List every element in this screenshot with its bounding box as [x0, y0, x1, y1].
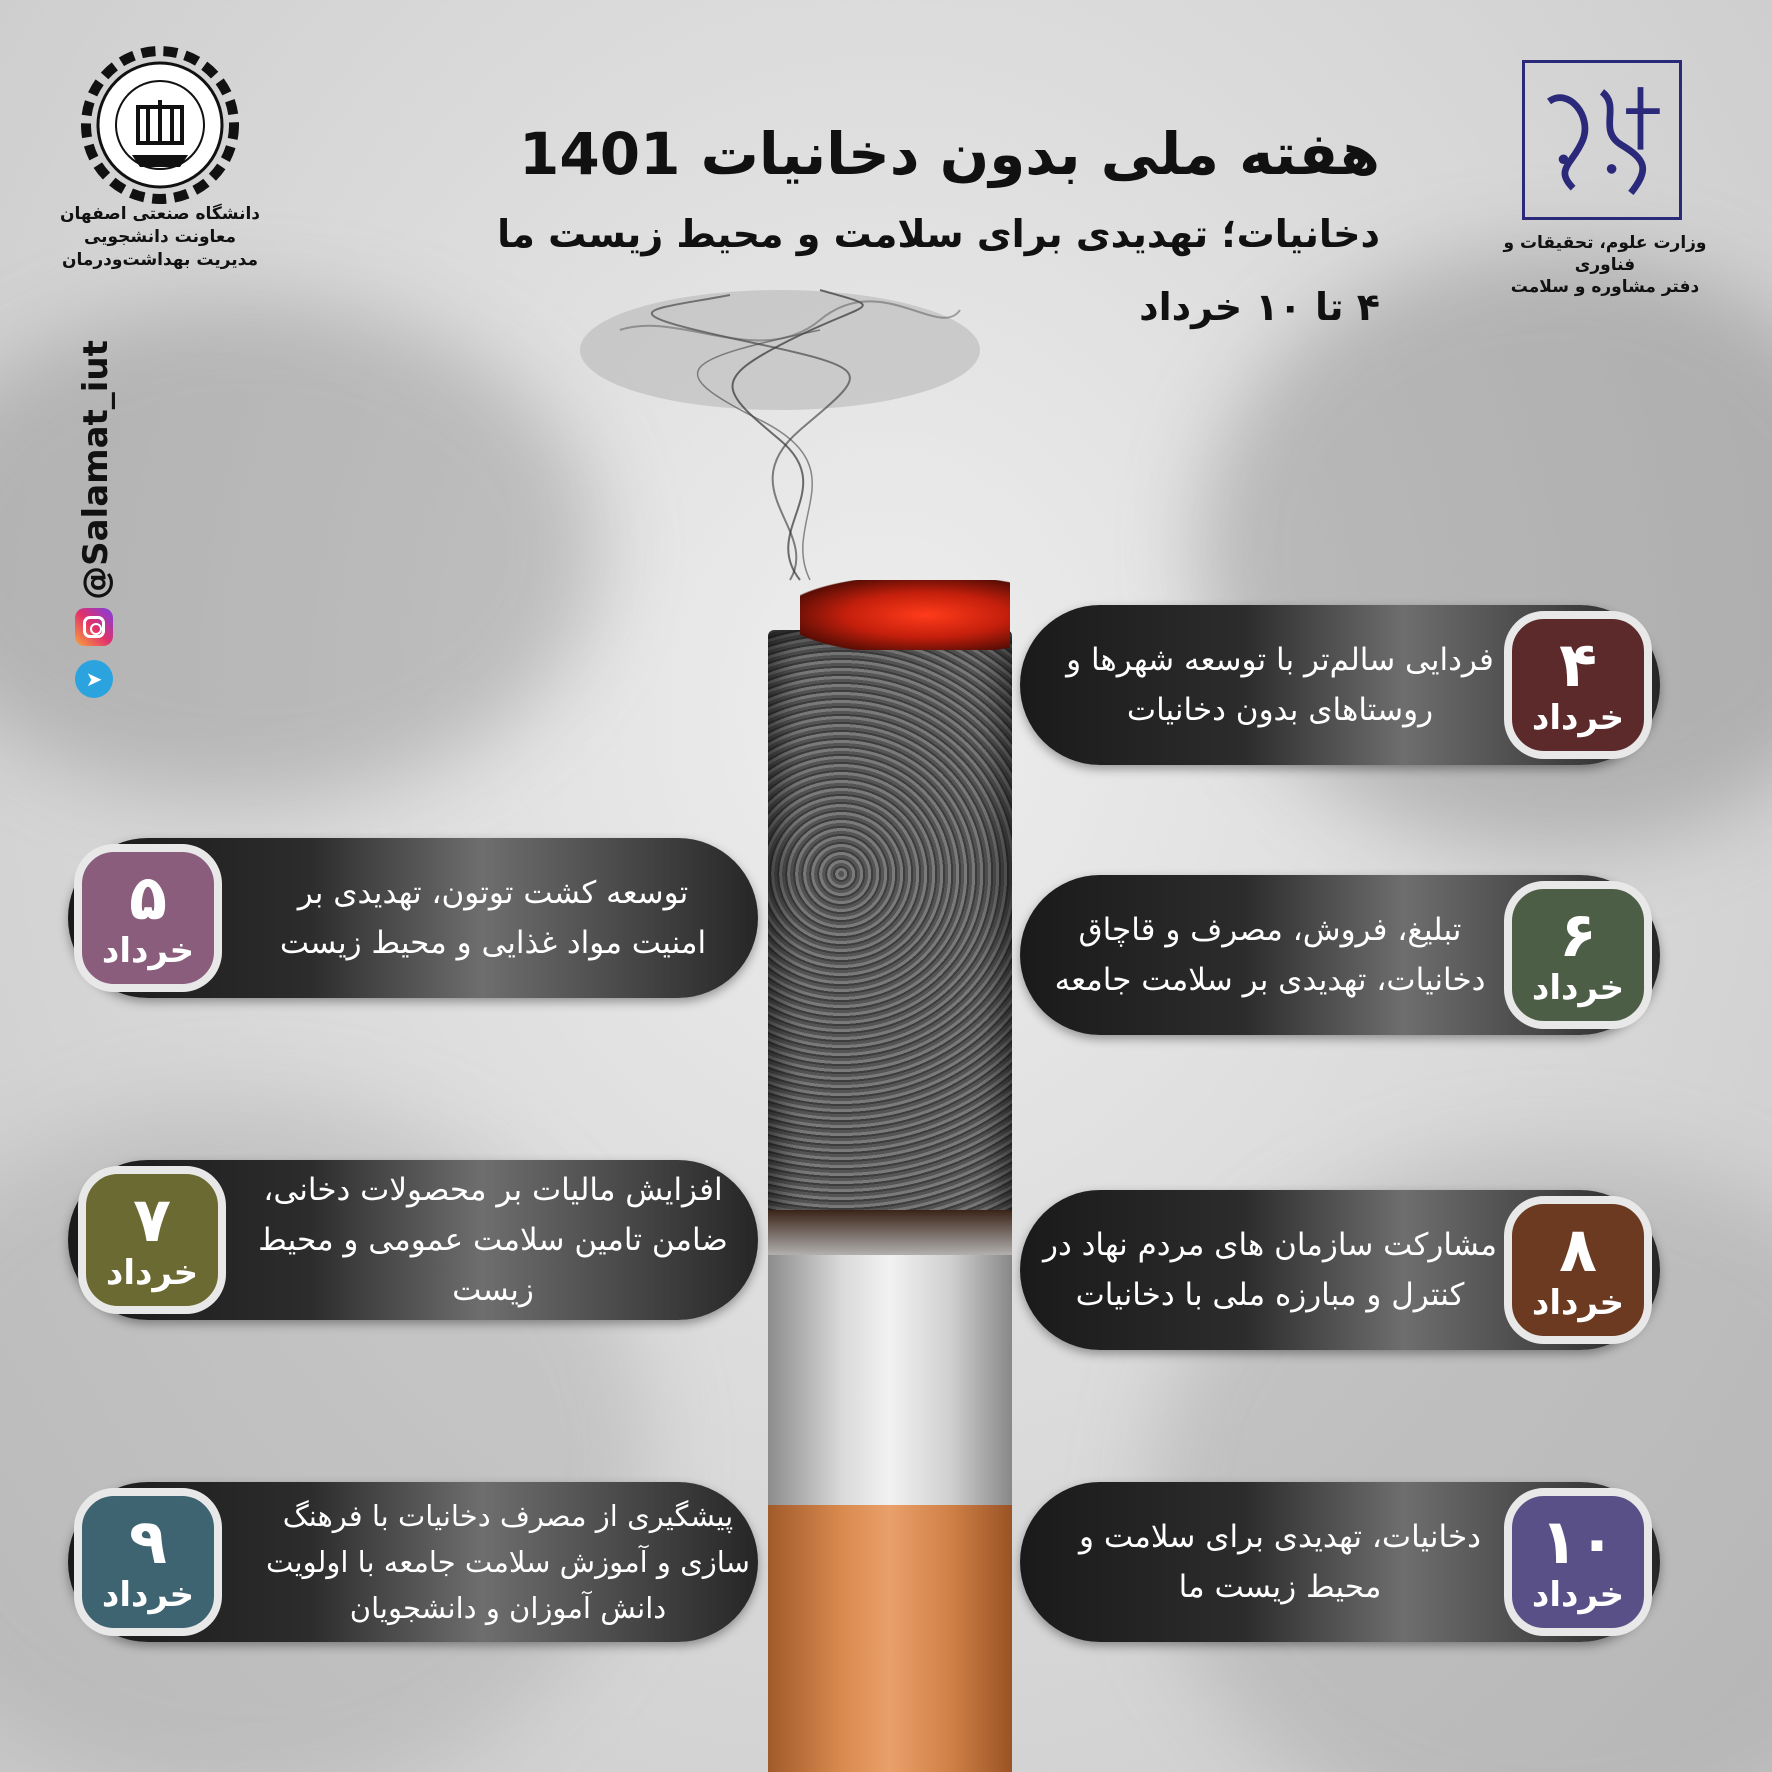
card-text: تبلیغ، فروش، مصرف و قاچاق دخانیات، تهدیدی بر سلامت جامعه	[1054, 912, 1486, 998]
university-line-1: دانشگاه صنعتی اصفهان	[59, 204, 261, 224]
date-badge-5	[74, 844, 222, 992]
day-card-6	[1020, 875, 1660, 1035]
instagram-icon[interactable]	[75, 608, 113, 646]
ministry-line-2: دفتر مشاوره و سلامت	[1510, 277, 1700, 297]
smoke-illustration	[560, 270, 1000, 590]
university-line-3: مدیریت بهداشت‌ودرمان	[61, 250, 259, 270]
badge-month: خرداد	[101, 931, 195, 971]
card-text: افزایش مالیات بر محصولات دخانی، ضامن تامین سلامت عمومی و محیط زیست	[258, 1172, 728, 1308]
cigarette-ash	[768, 630, 1012, 1240]
card-text: مشارکت سازمان های مردم نهاد در کنترل و مبارزه ملی با دخانیات	[1042, 1227, 1498, 1313]
day-card-5	[68, 838, 758, 998]
date-range: ۴ تا ۱۰ خرداد	[1139, 285, 1380, 329]
badge-day: ۷	[133, 1183, 171, 1256]
badge-month: خرداد	[105, 1253, 199, 1293]
badge-day: ۸	[1559, 1213, 1597, 1286]
ministry-name	[1490, 232, 1720, 298]
day-card-7	[68, 1160, 758, 1320]
badge-month: خرداد	[1531, 968, 1625, 1008]
page-subtitle: دخانیات؛ تهدیدی برای سلامت و محیط زیست ما	[497, 212, 1380, 256]
card-text: فردایی سالم‌تر با توسعه شهرها و روستاهای بدون دخانیات	[1066, 642, 1494, 728]
day-card-9	[68, 1482, 758, 1642]
social-handle[interactable]	[66, 330, 126, 610]
cigarette-paper	[768, 1255, 1012, 1510]
badge-month: خرداد	[101, 1575, 195, 1615]
date-badge-9	[74, 1488, 222, 1636]
badge-day: ۶	[1559, 898, 1597, 971]
badge-day: ۵	[129, 861, 167, 934]
badge-month: خرداد	[1531, 698, 1625, 738]
date-badge-8	[1504, 1196, 1652, 1344]
telegram-icon[interactable]: ➤	[75, 660, 113, 698]
card-text: توسعه کشت توتون، تهدیدی بر امنیت مواد غذایی و محیط زیست	[279, 875, 707, 961]
card-text: پیشگیری از مصرف دخانیات با فرهنگ سازی و آموزش سلامت جامعه با اولویت دانش آموزان و دانشجویان	[266, 1499, 750, 1625]
university-logo	[80, 45, 240, 205]
university-line-2: معاونت دانشجویی	[83, 227, 237, 247]
day-card-10	[1020, 1482, 1660, 1642]
badge-day: ۹	[129, 1505, 167, 1578]
date-badge-10	[1504, 1488, 1652, 1636]
cigarette-burn-line	[768, 1210, 1012, 1260]
date-badge-4	[1504, 611, 1652, 759]
cigarette-ember	[800, 580, 1010, 650]
badge-day: ۱۰	[1540, 1505, 1616, 1578]
badge-month: خرداد	[1531, 1283, 1625, 1323]
counseling-organization-logo	[1522, 60, 1682, 220]
page-title: هفته ملی بدون دخانیات 1401	[519, 120, 1380, 188]
day-card-4	[1020, 605, 1660, 765]
date-badge-6	[1504, 881, 1652, 1029]
cigarette-filter	[768, 1505, 1012, 1772]
day-card-8	[1020, 1190, 1660, 1350]
date-badge-7	[78, 1166, 226, 1314]
badge-day: ۴	[1559, 628, 1597, 701]
ministry-line-1: وزارت علوم، تحقیقات و فناوری	[1503, 233, 1707, 275]
university-name	[50, 203, 270, 272]
badge-month: خرداد	[1531, 1575, 1625, 1615]
social-handle-text: @Salamat_iut	[76, 340, 116, 600]
card-text: دخانیات، تهدیدی برای سلامت و محیط زیست ما	[1079, 1519, 1481, 1605]
